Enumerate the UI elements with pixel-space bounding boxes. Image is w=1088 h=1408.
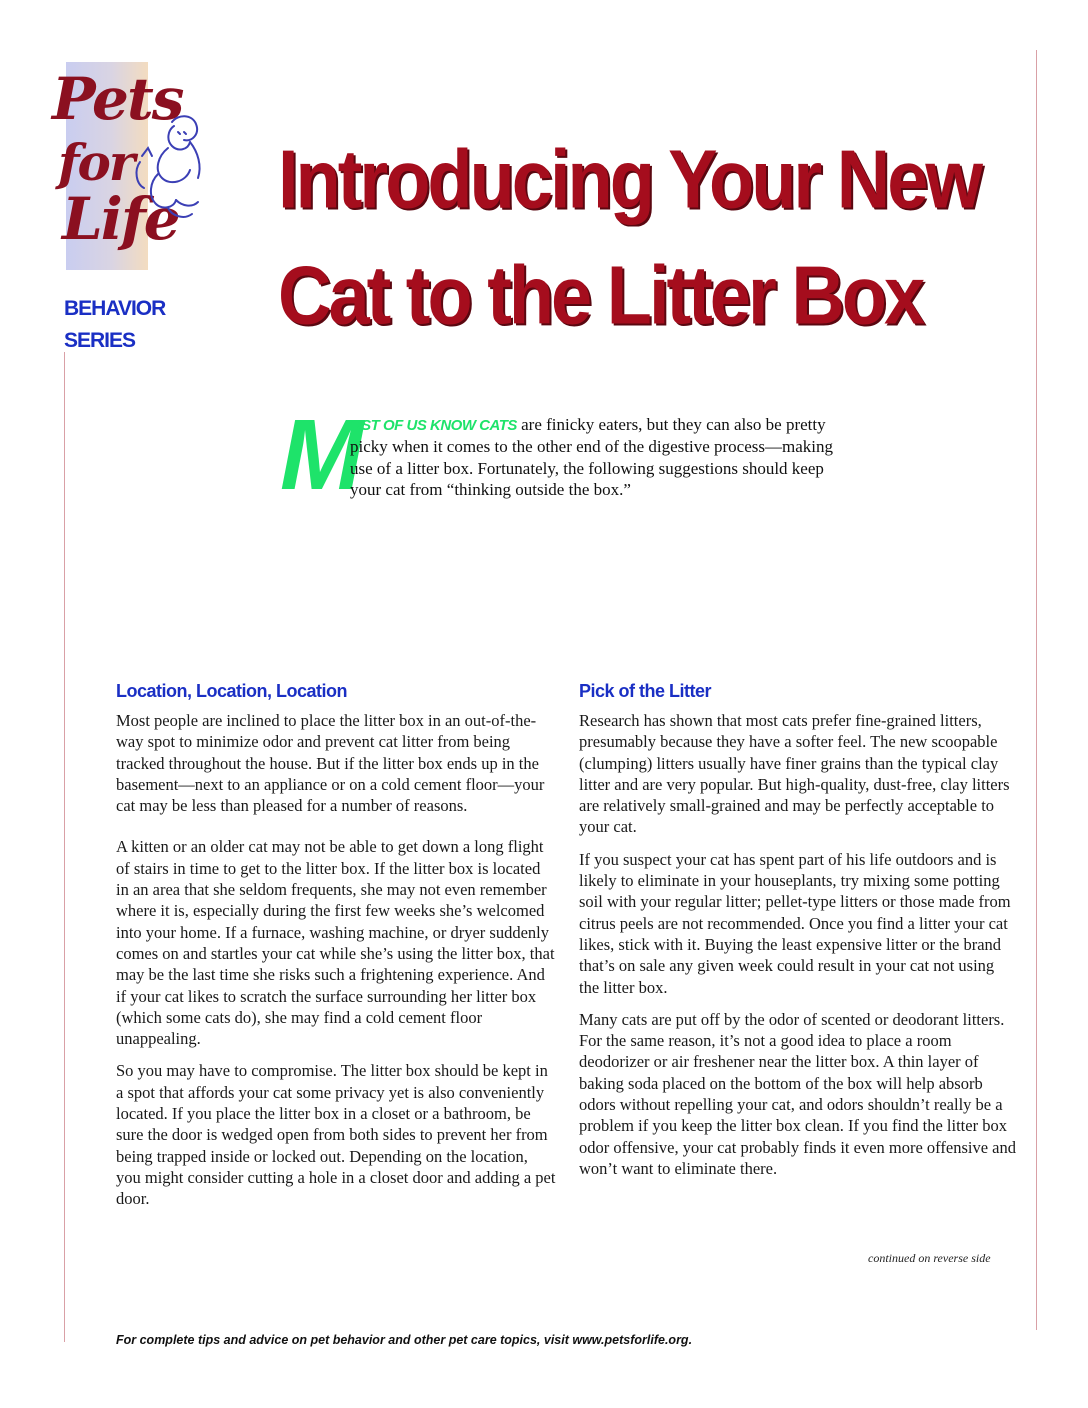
paragraph: Many cats are put off by the odor of scented or deodorant litters. For the same reason, it’s not a good idea to place a room deodorizer or air freshener near the litter box. A thin layer of baking soda placed on the bottom of the box will help absorb odors without repelling your cat, and odors shouldn’t really be a problem if you keep the litter box clean. If you find the litter box odor offensive, your cat probably finds it even more offensive and won’t want to eliminate there. (579, 1009, 1016, 1178)
series-label-line2: SERIES (64, 329, 136, 352)
paragraph: Most people are inclined to place the litter box in an out-of-the-way spot to minimize odor and prevent cat litter from being tracked throughout the house. But if the litter box ends up in the basement—next to an appliance or on a cold cement floor—your cat may be less than pleased for a number of reasons. (116, 711, 545, 816)
section-heading-location: Location, Location, Location (116, 681, 347, 701)
logo-word-for: for (58, 133, 134, 192)
left-margin-rule (64, 352, 65, 1342)
intro-paragraph (280, 399, 840, 511)
paragraph: So you may have to compromise. The litter box should be kept in a spot that affords your cat some privacy yet is also conveniently located. If you place the litter box in a closet or a bathroom, be sure the door is wedged open from both sides to prevent her from being trapped inside or locked out. Depending on the location, you might consider cutting a hole in a closet door and adding a pet door. (116, 1061, 556, 1209)
cat-and-dog-icon (128, 112, 214, 230)
paragraph: Research has shown that most cats prefer fine-grained litters, presumably because they have a softer feel. The new scoopable (clumping) litters usually have finer grains than the typical clay litter and are very popular. But high-quality, dust-free, clay litters are relatively small-grained and may be perfectly acceptable to your cat. (579, 711, 1010, 837)
page-title-line1: Introducing Your New (278, 132, 980, 226)
logo-word-life: Life (62, 185, 179, 253)
left-column (116, 680, 556, 1221)
paragraph: A kitten or an older cat may not be able to get down a long flight of stairs in time to get to the litter box. If the litter box is located in an area that she seldom frequents, she may not even remember where it is, especially during the first few weeks she’s welcomed into your home. If a furnace, washing machine, or dryer suddenly comes on and startles your cat while she’s using the litter box, that may be the last time she risks such a frightening experience. And if your cat likes to scratch the surface surrounding her litter box (which some cats do), she may find a cold cement floor unappealing. (116, 837, 555, 1049)
series-label-line1: BEHAVIOR (64, 297, 166, 320)
intro-block (280, 399, 840, 511)
section-heading-litter: Pick of the Litter (579, 681, 712, 701)
right-column (579, 680, 1017, 1190)
footer-note: For complete tips and advice on pet behavior and other pet care topics, visit www.petsforlife.org. (116, 1333, 693, 1347)
paragraph: If you suspect your cat has spent part of his life outdoors and is likely to eliminate in your houseplants, try mixing some potting soil with your regular litter; pellet-type litters or those made from citrus peels are not recommended. Once you find a litter your cat likes, stick with it. Buying the least expensive litter or the brand that’s on sale any given week could result in your cat not using the litter box. (579, 849, 1011, 997)
page-title-line2: Cat to the Litter Box (278, 248, 923, 342)
intro-lead-caps: OST OF US KNOW CATS (350, 417, 517, 434)
continued-note: continued on reverse side (868, 1251, 991, 1265)
intro-text: are finicky eaters, but they can also be pretty picky when it comes to the other end of the digestive process—making use of a litter box. Fortunately, the following suggestions should keep your cat from “thinking outside the box.” (350, 415, 833, 499)
logo-word-pets: Pets (52, 65, 183, 133)
right-margin-rule (1036, 50, 1037, 1330)
drop-cap: M (280, 399, 360, 511)
